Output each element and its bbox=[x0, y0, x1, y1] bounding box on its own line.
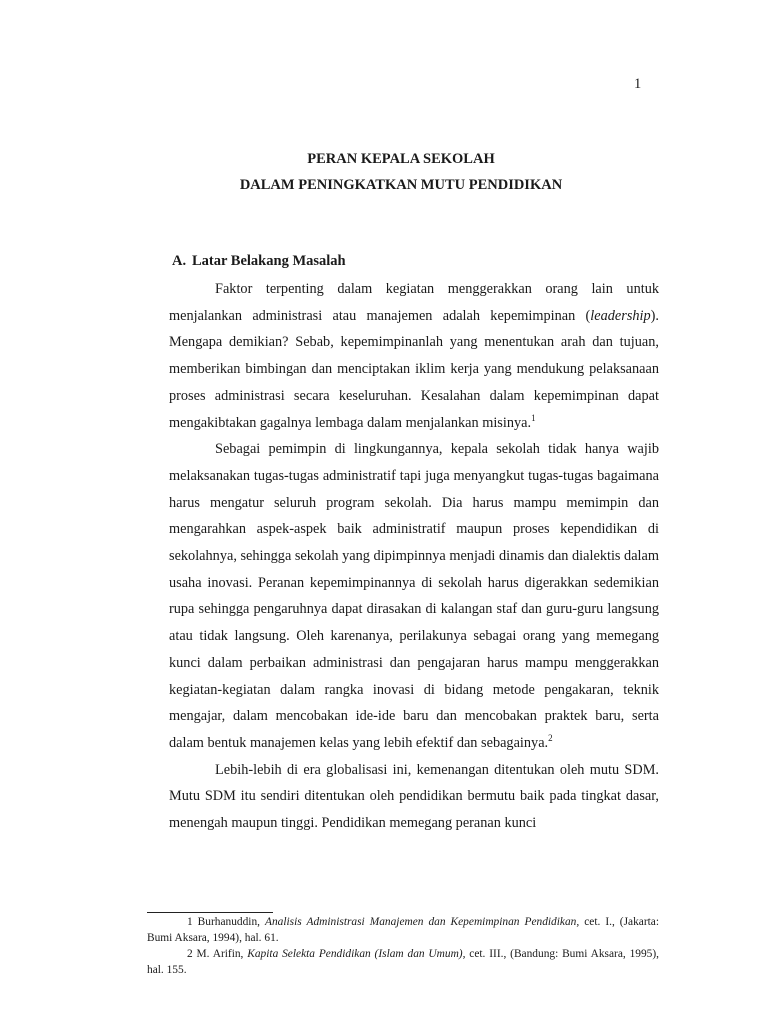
body-text bbox=[169, 276, 659, 837]
paragraph-3-text: Lebih-lebih di era globalisasi ini, kemenangan ditentukan oleh mutu SDM. Mutu SDM itu sendiri ditentukan oleh pendidikan bermutu baik pada tingkat dasar, menengah maupun tinggi. Pendidikan memegang peranan kunci bbox=[169, 761, 659, 832]
paragraph-2 bbox=[169, 436, 659, 756]
footnote-1-author: 1 Burhanuddin, bbox=[187, 916, 265, 928]
footnote-ref-2: 2 bbox=[548, 733, 553, 744]
document-title bbox=[0, 146, 768, 198]
footnote-1-title: Analisis Administrasi Manajemen dan Kepemimpinan Pendidikan, bbox=[265, 916, 580, 928]
footnote-1-details: cet. I., (Jakarta: Bumi Aksara, 1994), hal. 61. bbox=[147, 916, 660, 944]
section-letter: A. bbox=[172, 253, 187, 269]
section-heading bbox=[172, 253, 346, 270]
paragraph-3 bbox=[169, 757, 659, 837]
footnote-2-details: cet. III., (Bandung: Bumi Aksara, 1995), hal. 155. bbox=[147, 948, 659, 976]
paragraph-1 bbox=[169, 276, 659, 436]
page-number: 1 bbox=[634, 76, 642, 92]
footnote-ref-1: 1 bbox=[531, 412, 536, 423]
title-line-1: PERAN KEPALA SEKOLAH bbox=[307, 151, 495, 167]
footnote-separator bbox=[147, 912, 273, 913]
paragraph-2-text: Sebagai pemimpin di lingkungannya, kepala sekolah tidak hanya wajib melaksanakan tugas-tugas administratif tapi juga menyangkut tugas-tugas bagaimana harus mengatur seluruh program sekolah. Dia harus mampu memimpin dan mengarahkan aspek-aspek baik administratif maupun proses kependidikan di sekolahnya, sehingga sekolah yang dipimpinnya menjadi dinamis dan dialektis dalam usaha inovasi. Peranan kepemimpinannya di sekolah harus digerakkan sedemikian rupa sehingga pengaruhnya dapat dirasakan di kalangan staf dan guru-guru langsung atau tidak langsung. Oleh karenanya, perilakunya sebagai orang yang memegang kunci dalam perbaikan administrasi dan pengajaran harus mampu menggerakkan kegiatan-kegiatan dalam rangka inovasi di bidang metode pengakaran, teknik mengajar, dalam mencobakan ide-ide baru dan mencobakan praktek baru, serta dalam bentuk manajemen kelas yang lebih efektif dan sebagainya. bbox=[169, 441, 659, 751]
footnote-2-author: 2 M. Arifin, bbox=[187, 948, 248, 960]
footnotes bbox=[147, 914, 659, 978]
paragraph-1-text-start: Faktor terpenting dalam kegiatan menggerakkan orang lain untuk menjalankan administrasi atau manajemen adalah kepemimpinan ( bbox=[169, 281, 659, 324]
footnote-2-title: Kapita Selekta Pendidikan (Islam dan Umum), bbox=[247, 948, 466, 960]
footnote-2 bbox=[147, 946, 659, 978]
title-line-2: DALAM PENINGKATKAN MUTU PENDIDIKAN bbox=[239, 177, 563, 193]
section-heading-text: Latar Belakang Masalah bbox=[192, 253, 346, 269]
paragraph-1-italic-term: leadership bbox=[590, 307, 651, 324]
footnote-1 bbox=[147, 914, 659, 946]
paragraph-1-text-end: ). Mengapa demikian? Sebab, kepemimpinanlah yang menentukan arah dan tujuan, memberikan bimbingan dan menciptakan iklim kerja yang mendukung pelaksanaan proses administrasi secara keseluruhan. Kesalahan dalam kepemimpinan dapat mengakibtakan gagalnya lembaga dalam menjalankan misinya. bbox=[169, 307, 659, 431]
